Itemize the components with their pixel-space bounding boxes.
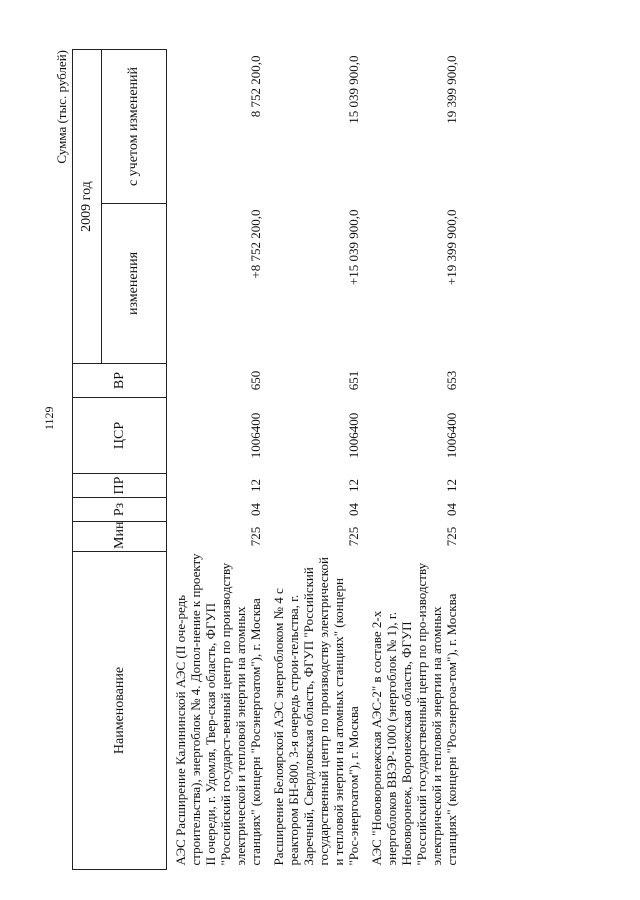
header-vr: ВР <box>73 364 167 398</box>
row-change: +8 752 200,0 <box>248 209 263 279</box>
row-rz: 04 <box>346 503 361 516</box>
table-row <box>167 50 266 870</box>
header-min: Мин <box>73 522 167 552</box>
row-vr: 650 <box>248 370 263 391</box>
row-change: +15 039 900,0 <box>346 209 361 286</box>
header-pr: ПР <box>73 474 167 498</box>
row-csr: 1006400 <box>346 412 361 459</box>
table-row <box>363 50 461 870</box>
row-total: 8 752 200,0 <box>248 55 263 118</box>
row-rz: 04 <box>248 503 263 516</box>
table-row <box>265 50 363 870</box>
row-csr: 1006400 <box>248 412 263 459</box>
header-with-changes: с учетом изменений <box>102 50 167 204</box>
units-caption: Сумма (тыс. рублей) <box>54 50 69 164</box>
header-rz: Рз <box>73 498 167 522</box>
row-total: 15 039 900,0 <box>346 55 361 124</box>
header-csr: ЦСР <box>73 398 167 474</box>
row-csr: 1006400 <box>444 412 459 459</box>
row-name: Расширение Белоярской АЭС энергоблоком № 4 с реактором БН-800, 3-я очередь строи-тельства, г. Заречный, Свердловская область, ФГУП "Российский государственный центр по производству электрической и тепловой энергии на атомных станциях" (концерн "Рос-энергоатом"), г. Москва <box>271 557 361 866</box>
page-number: 1129 <box>42 406 56 430</box>
rotated-landscape-content <box>40 50 600 870</box>
row-pr: 12 <box>444 479 459 492</box>
row-pr: 12 <box>248 479 263 492</box>
row-min: 725 <box>444 526 459 547</box>
budget-table <box>72 49 461 870</box>
row-min: 725 <box>248 526 263 547</box>
row-pr: 12 <box>346 479 361 492</box>
row-total: 19 399 900,0 <box>444 55 459 124</box>
row-vr: 653 <box>444 370 459 391</box>
header-changes: изменения <box>102 204 167 364</box>
header-year: 2009 год <box>73 50 102 364</box>
row-min: 725 <box>346 526 361 547</box>
row-change: +19 399 900,0 <box>444 209 459 286</box>
header-name: Наименование <box>73 552 167 870</box>
row-name: АЭС "Нововоронежская АЭС-2" в составе 2-х энергоблоков ВВЭР-1000 (энергоблок № 1), г. Нововоронеж, Воронежская область, ФГУП "Российский государственный центр по про-изводству электрической и тепловой энергии на атомных станциях" (концерн "Росэнергоа-том"), г. Москва <box>369 562 459 866</box>
row-vr: 651 <box>346 370 361 391</box>
row-name: АЭС Расширение Калининской АЭС (II оче-редь строительства), энергоблок № 4. Допол-нение к проекту II очереди, г. Удомля, Твер-ская область, ФГУП "Российский государст-венный центр по производству электрической и тепловой энергии на атомных станциях" (концерн "Росэнергоатом"), г. Москва <box>173 553 263 866</box>
row-rz: 04 <box>444 503 459 516</box>
